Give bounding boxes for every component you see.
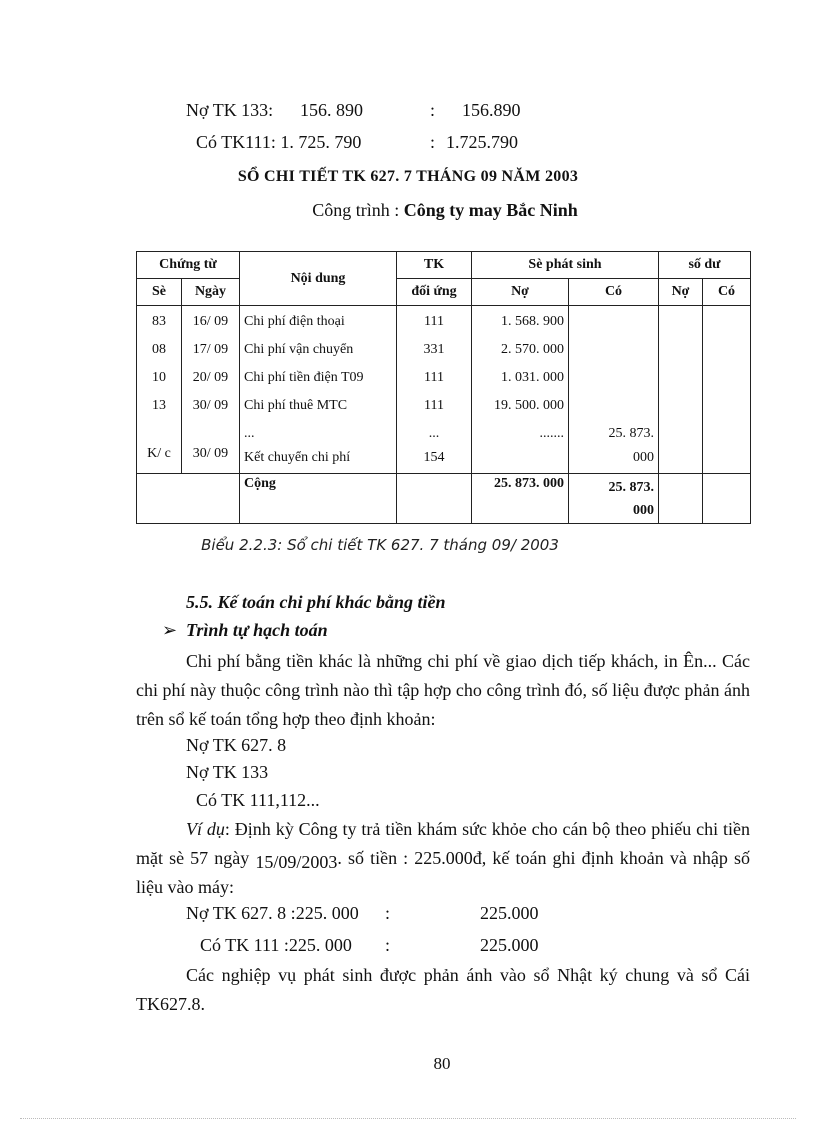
- cell-tk: 331: [423, 342, 445, 357]
- cell-noi-dung: Chi phí vận chuyển: [244, 342, 354, 357]
- column-no: [472, 306, 569, 474]
- entry2-line1: Nợ TK 627. 8: [186, 735, 287, 755]
- header-so: Sè: [137, 279, 182, 306]
- column-so: [137, 306, 182, 474]
- cell-noi-dung: Kết chuyển chi phí: [244, 450, 351, 465]
- entry3-line1-left: Nợ TK 627. 8 :225. 000: [186, 903, 359, 923]
- section-heading: 5.5. Kế toán chi phí khác bằng tiền: [186, 592, 446, 612]
- cell-ngay: 17/ 09: [192, 342, 229, 357]
- entry2-line2: Nợ TK 133: [186, 762, 269, 782]
- bullet-heading: Trình tự hạch toán: [186, 620, 328, 640]
- entry1-colon: :: [430, 100, 436, 120]
- cell-noi-dung: Chi phí tiền điện T09: [244, 370, 364, 385]
- cell-noi-dung: Chi phí điện thoại: [244, 314, 345, 329]
- column-noi-dung: [240, 306, 397, 474]
- cell-no: 1. 568. 900: [501, 314, 564, 329]
- cell-so: 83: [152, 314, 166, 329]
- total-co-part: 25. 873.: [608, 480, 654, 495]
- page-bottom-divider: [20, 1118, 796, 1119]
- header-doi-ung: đối ứng: [397, 279, 472, 306]
- cell-so: 10: [152, 370, 166, 385]
- total-du-co: [703, 474, 751, 524]
- example-label: Ví dụ: [186, 819, 225, 839]
- header-no: Nợ: [472, 279, 569, 306]
- example-paragraph: [136, 815, 750, 902]
- project-label: Công trình :: [312, 200, 404, 220]
- table-caption: Biểu 2.2.3: Sổ chi tiết TK 627. 7 tháng 09/ 2003: [201, 536, 559, 554]
- cell-tk: 154: [423, 450, 445, 465]
- total-empty: [137, 474, 240, 524]
- cell-tk: 111: [424, 370, 444, 385]
- header-so-du: số dư: [659, 252, 751, 279]
- cell-noi-dung: Chi phí thuê MTC: [244, 398, 348, 413]
- entry3-line1-colon: :: [385, 903, 391, 923]
- example-text-1: : Định kỳ Công ty trả tiền khám sức khỏe cho cán bộ theo phiếu chi tiền mặt sè 57 ngày: [136, 819, 750, 868]
- project-name: Công ty may Bắc Ninh: [403, 200, 578, 220]
- header-chung-tu: Chứng từ: [137, 252, 240, 279]
- cell-no: 1. 031. 000: [501, 370, 564, 385]
- bullet-arrow-icon: ➢: [162, 620, 178, 640]
- example-text-2: . số tiền : 225.000đ, kế toán ghi định khoản và nhập số liệu vào máy:: [136, 848, 751, 897]
- header-noi-dung: Nội dung: [240, 252, 397, 306]
- total-no: 25. 873. 000: [472, 474, 569, 524]
- project-line: [0, 200, 816, 221]
- cell-noi-dung: ...: [244, 426, 255, 441]
- cell-no: 19. 500. 000: [494, 398, 564, 413]
- total-co: [569, 474, 659, 524]
- entry3-line2-value: 225.000: [480, 935, 539, 955]
- page-number: 80: [433, 1054, 451, 1073]
- cell-tk: 111: [424, 398, 444, 413]
- entry2-line3: Có TK 111,112...: [196, 790, 320, 810]
- header-du-co: Có: [703, 279, 751, 306]
- entry1-debit-label: Nợ TK 133:: [186, 100, 274, 120]
- paragraph-2: Các nghiệp vụ phát sinh được phản ánh vào sổ Nhật ký chung và sổ Cái TK627.8.: [136, 965, 750, 1014]
- entry1-credit-value: 1.725.790: [446, 132, 518, 152]
- total-label: Cộng: [240, 474, 397, 524]
- column-co: [569, 306, 659, 474]
- example-date: 15/09/2003: [255, 852, 338, 872]
- cell-so: 08: [152, 342, 166, 357]
- ledger-title: SỔ CHI TIẾT TK 627. 7 THÁNG 09 NĂM 2003: [237, 168, 579, 185]
- total-du-no: [659, 474, 703, 524]
- column-du-co: [703, 306, 751, 474]
- cell-tk: 111: [424, 314, 444, 329]
- column-du-no: [659, 306, 703, 474]
- header-ngay: Ngày: [182, 279, 240, 306]
- total-tk: [397, 474, 472, 524]
- cell-co: 25. 873.: [608, 426, 654, 441]
- cell-tk: ...: [428, 426, 440, 441]
- cell-ngay: 16/ 09: [192, 314, 229, 329]
- cell-no: .......: [539, 426, 564, 441]
- total-co-part: 000: [633, 503, 654, 518]
- header-tk: TK: [397, 252, 472, 279]
- entry3-line2-colon: :: [385, 935, 391, 955]
- column-ngay: [182, 306, 240, 474]
- cell-so: 13: [152, 398, 166, 413]
- entry3-line2-left: Có TK 111 :225. 000: [200, 935, 352, 955]
- entry1-credit-label: Có TK111: 1. 725. 790: [196, 132, 362, 152]
- entry1-debit-value: 156.890: [462, 100, 521, 120]
- paragraph-1: Chi phí bằng tiền khác là những chi phí về giao dịch tiếp khách, in Ên... Các chi phí này thuộc công trình nào thì tập hợp cho công trình đó, số liệu được phản ánh trên sổ kế toán tổng hợp theo định khoản:: [136, 651, 750, 729]
- header-du-no: Nợ: [659, 279, 703, 306]
- column-tk: [397, 306, 472, 474]
- cell-ngay: 30/ 09: [192, 446, 229, 461]
- entry1-debit-amount: 156. 890: [300, 100, 363, 120]
- cell-so: K/ c: [147, 446, 171, 461]
- cell-ngay: 30/ 09: [192, 398, 229, 413]
- cell-no: 2. 570. 000: [501, 342, 564, 357]
- cell-co: 000: [633, 450, 654, 465]
- entry3-line1-value: 225.000: [480, 903, 539, 923]
- header-co: Có: [569, 279, 659, 306]
- header-so-phat-sinh: Sè phát sinh: [472, 252, 659, 279]
- cell-ngay: 20/ 09: [192, 370, 229, 385]
- ledger-table: [136, 251, 751, 524]
- entry1-colon-2: :: [430, 132, 436, 152]
